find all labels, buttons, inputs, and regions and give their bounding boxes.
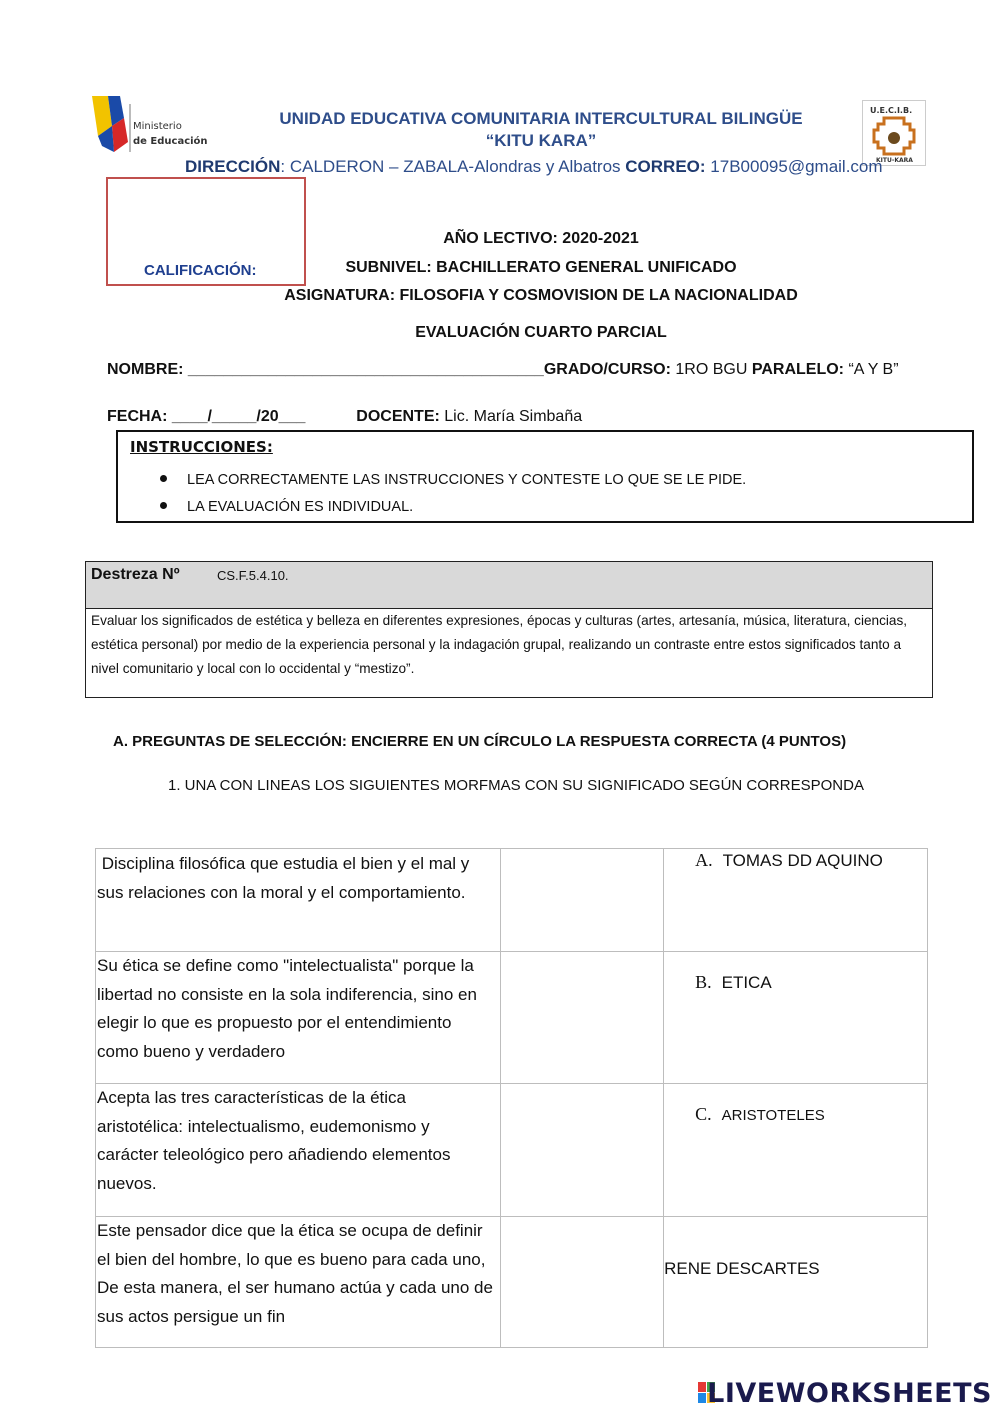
matching-question: Disciplina filosófica que estudia el bien y el mal y sus relaciones con la moral y el comportamiento. (96, 849, 501, 952)
skill-code: CS.F.5.4.10. (217, 568, 289, 583)
section-a-title: A. PREGUNTAS DE SELECCIÓN: ENCIERRE EN UN CÍRCULO LA RESPUESTA CORRECTA (4 PUNTOS) (113, 733, 847, 750)
skill-title: Destreza Nº (91, 566, 180, 583)
option-text: RENE DESCARTES (664, 1259, 820, 1278)
matching-blank-cell[interactable] (501, 1084, 664, 1217)
matching-blank-cell[interactable] (501, 849, 664, 952)
bullet-icon (160, 475, 167, 482)
table-row (96, 849, 928, 952)
ministry-logo-line1: Ministerio (133, 121, 182, 132)
ministry-logo-line2: de Educación (133, 136, 208, 147)
matching-question: Acepta las tres características de la ética aristotélica: intelectualismo, eudemonismo y carácter teleológico pero añadiendo elementos nuevos. (96, 1084, 501, 1217)
school-address-line (185, 157, 883, 177)
table-row (96, 1084, 928, 1217)
date-teacher-line (107, 408, 582, 426)
parallel-label: PARALELO: (751, 361, 844, 378)
grade-course-label: GRADO/CURSO: (543, 361, 671, 378)
direction-value: : CALDERON – ZABALA-Alondras y Albatros (280, 157, 621, 176)
option-text: ARISTOTELES (721, 1107, 825, 1124)
teacher-value: Lic. María Simbaña (444, 408, 583, 425)
option-letter: B. (695, 972, 712, 992)
parallel-value: “A Y B” (848, 361, 899, 378)
grade-label: CALIFICACIÓN: (144, 262, 257, 279)
bullet-icon (160, 502, 167, 509)
liveworksheets-watermark: LIVEWORKSHEETS (707, 1378, 992, 1409)
date-label: FECHA: (107, 408, 168, 425)
school-name: UNIDAD EDUCATIVA COMUNITARIA INTERCULTURAL BILINGÜE (279, 109, 803, 128)
school-nickname: “KITU KARA” (485, 131, 597, 150)
instruction-item: LEA CORRECTAMENTE LAS INSTRUCCIONES Y CONTESTE LO QUE SE LE PIDE. (160, 472, 746, 488)
direction-label: DIRECCIÓN (185, 157, 281, 176)
skill-header (86, 562, 932, 609)
option-text: TOMAS DD AQUINO (722, 851, 883, 870)
table-row (96, 952, 928, 1084)
grade-course-value: 1RO BGU (675, 361, 748, 378)
option-letter: A. (695, 850, 713, 870)
skill-description: Evaluar los significados de estética y belleza en diferentes expresiones, épocas y culturas (artes, artesanía, música, literatura, ciencias, estética personal) por medio de la experiencia personal y la indagación grupal, realizando un contraste entre estos significados tanto a nivel comunitario y local con lo occidental y “mestizo”. (91, 613, 908, 676)
school-logo-bottom-text: KITU-KARA (876, 157, 913, 164)
matching-option[interactable] (664, 849, 928, 952)
matching-option[interactable] (664, 1084, 928, 1217)
matching-blank-cell[interactable] (501, 952, 664, 1084)
school-year: AÑO LECTIVO: 2020-2021 (443, 230, 639, 247)
subject: ASIGNATURA: FILOSOFIA Y COSMOVISION DE LA NACIONALIDAD (284, 287, 798, 304)
option-letter: C. (695, 1104, 712, 1124)
date-blank[interactable]: ____/_____/20___ (171, 408, 306, 425)
instructions-title: INSTRUCCIONES: (130, 438, 273, 456)
matching-option[interactable] (664, 1217, 928, 1348)
name-blank[interactable]: ________________________________________ (187, 361, 544, 378)
sublevel: SUBNIVEL: BACHILLERATO GENERAL UNIFICADO (345, 259, 737, 276)
instruction-item: LA EVALUACIÓN ES INDIVIDUAL. (160, 499, 413, 515)
question-1: 1. UNA CON LINEAS LOS SIGUIENTES MORFMAS CON SU SIGNIFICADO SEGÚN CORRESPONDA (168, 777, 864, 794)
school-title (0, 108, 1000, 152)
matching-table (95, 848, 928, 1348)
matching-option[interactable] (664, 952, 928, 1084)
matching-question: Este pensador dice que la ética se ocupa de definir el bien del hombre, lo que es bueno para cada uno, De esta manera, el ser humano actúa y cada uno de sus actos persigue un fin (96, 1217, 501, 1348)
teacher-label: DOCENTE: (356, 408, 440, 425)
school-logo-top-text: U.E.C.I.B. (870, 106, 913, 115)
matching-question: Su ética se define como "intelectualista" porque la libertad no consiste en la sola indiferencia, sino en elegir lo que es propuesto por el entendimiento como bueno y verdadero (96, 952, 501, 1084)
student-name-line (107, 361, 899, 379)
name-label: NOMBRE: (107, 361, 184, 378)
table-row (96, 1217, 928, 1348)
evaluation-title: EVALUACIÓN CUARTO PARCIAL (415, 324, 667, 341)
email-label: CORREO: (625, 157, 706, 176)
email-value: 17B00095@gmail.com (710, 157, 883, 176)
matching-blank-cell[interactable] (501, 1217, 664, 1348)
option-text: ETICA (721, 973, 772, 992)
